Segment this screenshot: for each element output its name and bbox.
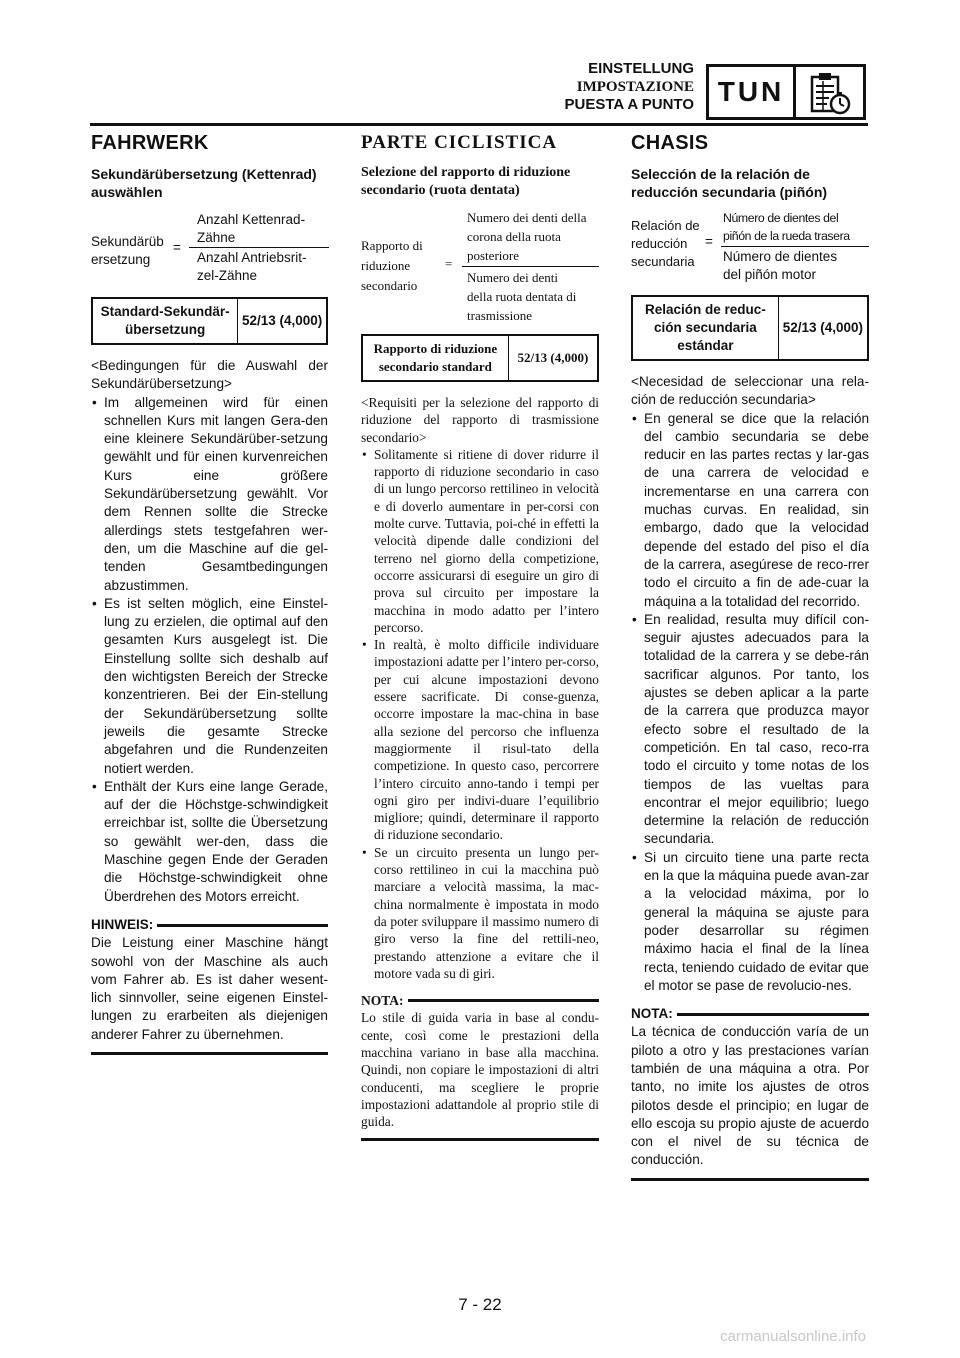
body-de	[91, 357, 328, 1055]
note-end-rule-de	[91, 1052, 328, 1055]
formula-it	[361, 208, 599, 324]
formula-denominator-it: Numero dei denti della ruota dentata di trasmissione	[467, 270, 577, 323]
intro-it: <Requisiti per la selezione del rapporto di riduzione del rapporto di trasmissione secondario>	[361, 395, 599, 445]
header-title-de: EINSTELLUNG	[588, 60, 694, 77]
clipboard-stopwatch-icon	[807, 71, 853, 122]
formula-denominator-de: Anzahl Antriebsrit- zel-Zähne	[197, 250, 307, 283]
header-title-es: PUESTA A PUNTO	[564, 96, 694, 113]
list-item: • Im allgemeinen wird für einen schnellen Kurs mit langen Gera-den eine kleinere Sekundärüber-setzung gewählt und für einen kurvenreichen Kurs eine größere Sekundärübersetzung gewählt. Vor dem Rennen sollte die Strecke allerdings stets testgefahren wer-den, um die Maschine auf die gel-tenden Gesamtbedingungen abzustimmen.	[91, 394, 328, 595]
note-text-es: La técnica de conducción varía de un piloto a otro y las prestaciones varían también de una máquina a otra. Por tanto, no imite los ajustes de otros pilotos desde el principio; en lugar de ello escoja su propio ajuste de acuerdo con el nivel de su técnica de conducción.	[631, 1024, 869, 1168]
page-number: 7 - 22	[458, 1295, 502, 1314]
formula-numerator-es: Número de dientes del piñón de la rueda trasera	[723, 211, 850, 243]
note-text-it: Lo stile di guida varia in base al condu-cente, così come le prestazioni della macchina variano in base alla macchina. Quindi, non copiare le impostazioni di altri conducenti, ma scegliere le proprie impostazioni adattandole al proprio stile di guida.	[361, 1010, 599, 1130]
column-italian	[361, 132, 599, 1141]
section-code: TUN	[717, 76, 785, 107]
subheading-de: Sekundärübersetzung (Kettenrad) auswählen	[91, 166, 317, 200]
list-item: • In realtà, è molto difficile individuare impostazioni adatte per l’intero per-corso, per cui alcune impostazioni devono essere sacrificate. Di conse-guenza, occorre impostare la mac-china in base alla sezione del percorso che influenza maggiormente il risul-tato della competizione. In questo caso, percorrere l’intero circuito anno-tando i tempi per ogni giro per indivi-duare l’equilibrio migliore; quindi, determinare il rapporto di riduzione secondario.	[361, 636, 599, 844]
note-text-de: Die Leistung einer Maschine hängt sowohl von der Maschine als auch vom Fahrer ab. Es ist daher wesent-lich sinnvoller, seine eigenen Einstel-lungen zu erarbeiten als diejenigen anderer Fahrer zu übernehmen.	[91, 935, 328, 1042]
header-title-it: IMPOSTAZIONE	[576, 79, 694, 95]
note-label-it: NOTA:	[361, 992, 599, 1009]
standard-ratio-label-it: Rapporto di riduzione secondario standard	[362, 335, 508, 381]
formula-equals-de: =	[173, 240, 181, 255]
column-spanish	[631, 132, 869, 1181]
list-item: • Si un circuito tiene una parte recta en la que la máquina puede avan-zar a la velocidad máxima, por lo general la máquina se ajuste para poder desarrollar su régimen máximo hacia el final de la línea recta, teniendo cuidado de evitar que el motor se pase de revolucio-nes.	[631, 849, 869, 995]
bullet-list-es	[631, 410, 869, 996]
column-german	[91, 132, 328, 1055]
list-item: • En realidad, resulta muy difícil con-seguir ajustes adecuados para la totalidad de la carrera y se debe-rán sacrificar algunos. Por tanto, los ajustes se deben aplicar a la parte de la carrera que produzca mayor efecto sobre el resultado de la competición. En tal caso, reco-rra todo el circuito y tome notas de los tiempos de las vueltas para encontrar el mejor equilibrio; luego determine la relación de reducción secundaria.	[631, 611, 869, 849]
header-rule	[90, 123, 868, 126]
standard-ratio-label-es: Relación de reduc- ción secundaria estándar	[632, 296, 778, 360]
section-code-divider	[793, 67, 796, 117]
formula-equals-es: =	[705, 234, 713, 249]
watermark[interactable]: carmanualsonline.info	[720, 1328, 866, 1345]
list-item: • Enthält der Kurs eine lange Gerade, auf der die Höchstge-schwindigkeit erreichbar ist, sollte die Übersetzung so gewählt wer-den, dass die Maschine gegen Ende der Geraden die Höchstge-schwindigkeit ohne Überdrehen des Motors erreicht.	[91, 778, 328, 906]
intro-de: <Bedingungen für die Auswahl der Sekundärübersetzung>	[91, 358, 328, 392]
heading-de: FAHRWERK	[91, 132, 209, 154]
header-titles	[565, 60, 694, 114]
standard-ratio-value-it: 52/13 (4,000)	[508, 335, 598, 381]
body-it	[361, 394, 599, 1141]
formula-numerator-it: Numero dei denti della corona della ruota posteriore	[467, 210, 587, 263]
standard-ratio-table-es	[631, 295, 869, 361]
formula-denominator-es: Número de dientes del piñón motor	[723, 249, 838, 282]
formula-numerator-de: Anzahl Kettenrad- Zähne	[197, 212, 306, 245]
section-code-box	[706, 64, 866, 120]
standard-ratio-table-de	[91, 297, 328, 345]
note-label-es: NOTA:	[631, 1005, 869, 1023]
formula-bar-es	[721, 246, 869, 247]
bullet-list-de	[91, 394, 328, 906]
formula-label-es: Relación de reducción secundaria	[631, 218, 700, 269]
heading-it: PARTE CICLISTICA	[361, 132, 558, 153]
formula-bar-it	[462, 266, 599, 267]
formula-label-de: Sekundärüb ersetzung	[91, 234, 164, 267]
note-end-rule-es	[631, 1178, 869, 1181]
list-item: • Solitamente si ritiene di dover ridurre il rapporto di riduzione secondario in caso di un lungo percorso rettilineo in velocità e di doverlo aumentare in per-corsi con molte curve. Tuttavia, poi-ché in effetti la velocità dipende dalle condizioni del terreno nel giorno della competizione, occorre assicurarsi di eseguire un giro di prova sul circuito per impostare la macchina in modo adatto per l’intero percorso.	[361, 446, 599, 636]
standard-ratio-label-de: Standard-Sekundär- übersetzung	[92, 298, 238, 344]
formula-equals-it: =	[445, 256, 453, 271]
note-end-rule-it	[361, 1138, 599, 1141]
formula-label-it: Rapporto di riduzione secondario	[361, 238, 423, 293]
body-es	[631, 373, 869, 1181]
list-item: • Se un circuito presenta un lungo per-corso rettilineo in cui la macchina può marciare a velocità massima, la mac-china normalmente è impostata in modo da poter sviluppare il massimo numero di giro verso la fine del rettili-neo, prestando attenzione a evitare che il motore vada su di giri.	[361, 844, 599, 982]
list-item: • En general se dice que la relación del cambio secundaria se debe reducir en las partes rectas y lar-gas de una carrera de velocidad e incrementarse en una carrera con muchas curvas. En realidad, sin embargo, dado que la velocidad depende del estado del piso el día de la carrera, asegúrese de reco-rrer todo el circuito a fin de ade-cuar la máquina a la totalidad del recorrido.	[631, 410, 869, 611]
standard-ratio-value-es: 52/13 (4,000)	[778, 296, 868, 360]
formula-es	[631, 209, 869, 285]
intro-es: <Necesidad de seleccionar una rela-ción de reducción secundaria>	[631, 374, 869, 408]
standard-ratio-table-it	[361, 334, 599, 382]
subheading-it: Selezione del rapporto di riduzione secondario (ruota dentata)	[361, 165, 571, 198]
formula-bar-de	[189, 247, 329, 248]
standard-ratio-value-de: 52/13 (4,000)	[238, 298, 327, 344]
subheading-es: Selección de la relación de reducción secundaria (piñón)	[631, 166, 828, 200]
list-item: • Es ist selten möglich, eine Einstel-lung zu erzielen, die optimal auf den gesamten Kurs ausgelegt ist. Die Einstellung sollte sich deshalb auf den wichtigsten Bereich der Strecke konzentrieren. Bei der Ein-stellung der Sekundärübersetzung sollte jeweils die gesamte Strecke abgefahren und die Rundenzeiten notiert werden.	[91, 595, 328, 778]
heading-es: CHASIS	[631, 132, 709, 154]
bullet-list-it	[361, 446, 599, 982]
formula-de	[91, 209, 328, 287]
note-label-de: HINWEIS:	[91, 916, 328, 934]
